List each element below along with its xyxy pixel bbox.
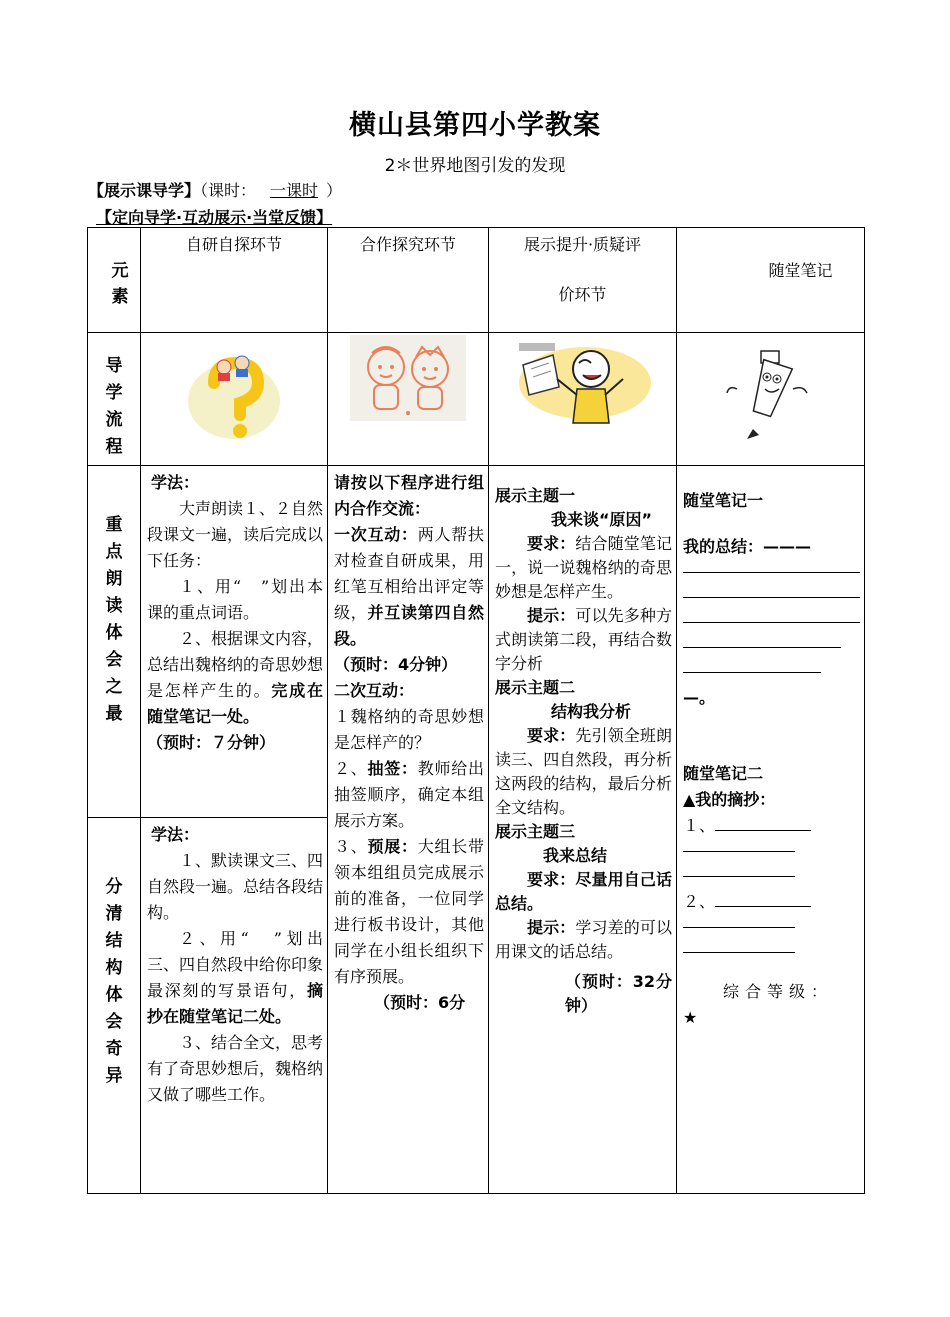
self-study-1 [141, 466, 327, 756]
section2-label: 分清结构 体会奇异 [105, 877, 140, 1086]
image-cell-3 [489, 333, 677, 466]
showcase-3-req: 尽量用自己话总结。 [495, 870, 672, 913]
self-study-2-p2-bold: 摘抄在随堂笔记二处。 [147, 981, 323, 1026]
notes-2-excerpt: ▲我的摘抄： [683, 790, 776, 809]
self-study-2-p1: １、默读课文三、四自然段一遍。总结各段结构。 [147, 851, 324, 922]
cooperation-cell [328, 466, 489, 1194]
header-cooperation-label: 合作探究环节 [359, 235, 456, 254]
showcase-topic-1: 展示主题一 [495, 486, 576, 505]
lesson-title: 2＊世界地图引发的发现 [384, 156, 566, 176]
notes-2-item1: １、 [683, 816, 716, 835]
notes-2-line [683, 864, 795, 877]
showcase-3-req-label: 要求： [527, 870, 576, 889]
section1-label: 重点朗读 体会之最 [105, 515, 140, 724]
self-study-1-time: （预时：７分钟） [147, 733, 276, 752]
grade-label: 综合等级： [723, 982, 834, 1001]
showcase-1-req: 结合随堂笔记一，说一说魏格纳的奇思妙想是怎样产生。 [495, 534, 672, 601]
first-interaction-label: 一次互动： [334, 525, 418, 544]
self-study-2 [141, 818, 327, 1108]
header-notes [677, 228, 865, 333]
self-study-1-p3-bold: 完成在随堂笔记一处。 [147, 681, 323, 726]
guide-label: 【展示课导学】 [88, 181, 201, 200]
showcase-1-tip-label: 提示： [527, 606, 576, 625]
second-interaction-p3: 大组长带领本组组员完成展示前的准备，一位同学进行板书设计，其他同学在小组长组织下有序预展。 [334, 837, 484, 986]
first-interaction-time: （预时：4分钟） [334, 655, 458, 674]
self-study-1-heading: 学法： [151, 473, 200, 492]
notes-cell [677, 466, 865, 1194]
lesson-plan-table [87, 227, 865, 1194]
draw-lots-label: 抽签： [367, 759, 418, 778]
notes-1-line [683, 635, 841, 648]
period-prefix: （课时： [200, 181, 257, 200]
header-cooperation [328, 228, 489, 333]
showcase [489, 466, 676, 1018]
showcase-3-tip-label: 提示： [527, 918, 576, 937]
showcase-topic-3: 展示主题三 [495, 822, 576, 841]
first-interaction-text: 两人帮扶对检查自研成果，用红笔互相给出评定等级， [334, 525, 484, 622]
notes-1-line [683, 585, 860, 598]
self-study-1-p3: ２、根据课文内容，总结出魏格纳的奇思妙想是怎样产生的。 [147, 629, 324, 700]
image-cell-2 [328, 333, 489, 466]
notes-1-title: 随堂笔记一 [683, 491, 764, 510]
showcase-topic-2: 展示主题二 [495, 678, 576, 697]
showcase-topic-2-sub: 结构我分析 [551, 702, 632, 721]
second-interaction-p2: 教师给出抽签顺序，确定本组展示方案。 [334, 759, 484, 830]
notes-2-item2: ２、 [683, 892, 716, 911]
showcase-time: （预时：32分钟） [565, 972, 672, 1015]
flow-label-cell [88, 333, 141, 466]
notes-2-item2-blank [715, 892, 811, 907]
cooperation-intro: 请按以下程序进行组内合作交流： [334, 473, 484, 518]
second-interaction-p2-prefix: ２、 [334, 759, 368, 778]
header-showcase [489, 228, 677, 333]
showcase-1-req-label: 要求： [527, 534, 576, 553]
element-header-cell [88, 228, 141, 333]
notes-1-line [683, 660, 821, 673]
self-study-2-heading: 学法： [151, 825, 200, 844]
notes-2-line [683, 839, 795, 852]
header-showcase-line1: 展示提升·质疑评 [523, 235, 642, 254]
period-value: 一课时 [270, 181, 319, 200]
notes-2-item1-blank [715, 816, 811, 831]
school-title: 横山县第四小学教案 [349, 110, 601, 141]
showcase-3-tip: 学习差的可以用课文的话总结。 [495, 918, 672, 961]
header-self-study-label: 自研自探环节 [185, 235, 282, 254]
grade-star: ★ [683, 1008, 698, 1027]
flow-label: 导学流程 [105, 356, 123, 457]
image-cell-1 [141, 333, 328, 466]
preview-label: 预展： [367, 837, 418, 856]
showcase-2-req-label: 要求： [527, 726, 576, 745]
header-self-study [141, 228, 328, 333]
self-study-2-cell [141, 818, 328, 1194]
header-showcase-line2: 价环节 [558, 285, 607, 304]
section1-label-cell [88, 466, 141, 818]
guide-line [88, 178, 342, 201]
showcase-1-tip: 可以先多种方式朗读第二段，再结合数字分析 [495, 606, 672, 673]
self-study-1-p2: １、用“ ”划出本课的重点词语。 [147, 577, 323, 622]
showcase-topic-3-sub: 我来总结 [543, 846, 608, 865]
image-cell-4 [677, 333, 865, 466]
self-study-1-cell [141, 466, 328, 818]
second-interaction-p3-prefix: ３、 [334, 837, 368, 856]
period-suffix: ） [326, 181, 343, 200]
section2-label-cell [88, 818, 141, 1194]
notes-1-line [683, 610, 860, 623]
self-study-2-p2: ２、用“ ”划出三、四自然段中给你印象最深刻的写景语句， [147, 929, 324, 1000]
showcase-cell [489, 466, 677, 1194]
header-notes-label: 随堂笔记 [768, 261, 833, 280]
self-study-2-p3: ３、结合全文，思考有了奇思妙想后，魏格纳又做了哪些工作。 [147, 1033, 324, 1104]
notes [677, 466, 864, 1031]
second-interaction-time: （预时：6分 [374, 993, 466, 1012]
second-interaction-p1: １魏格纳的奇思妙想是怎样产的？ [334, 707, 484, 752]
showcase-topic-1-sub: 我来谈“原因” [551, 510, 653, 529]
notes-1-end: —。 [683, 688, 716, 707]
presenter-cartoon-image [513, 339, 653, 435]
first-interaction-bold: 并互读第四自然段。 [334, 603, 484, 648]
second-interaction-label: 二次互动： [334, 681, 415, 700]
notes-2-line [683, 915, 795, 928]
method-line: 【定向导学·互动展示·当堂反馈】 [96, 208, 333, 227]
notes-1-summary: 我的总结：——— [683, 537, 812, 556]
self-study-1-p1: 大声朗读１、２自然段课文一遍，读后完成以下任务： [147, 499, 324, 570]
cooperation [328, 466, 488, 1016]
showcase-2-req: 先引领全班朗读三、四自然段，再分析这两段的结构，最后分析全文结构。 [495, 726, 672, 817]
notes-1-line [683, 560, 860, 573]
notes-2-title: 随堂笔记二 [683, 764, 764, 783]
notes-2-line [683, 940, 795, 953]
pencil-cartoon-image [723, 349, 819, 443]
element-label: 元素 [111, 261, 129, 307]
question-mark-kids-image [184, 351, 284, 443]
two-kids-sketch-image [350, 335, 466, 421]
